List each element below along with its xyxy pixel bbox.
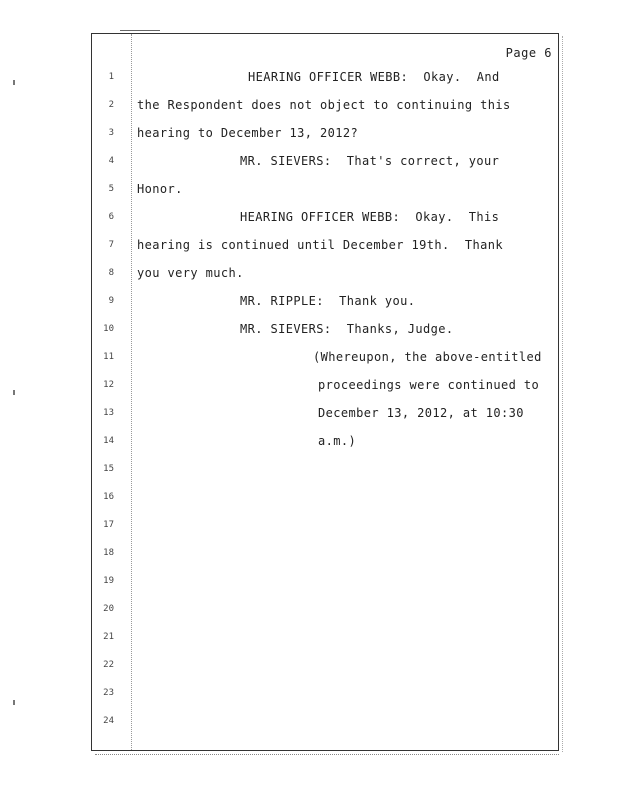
line-number: 16 [103, 492, 114, 502]
line-number: 4 [108, 156, 114, 166]
transcript-page-frame [91, 33, 559, 751]
line-number: 10 [103, 324, 114, 334]
punch-hole-mark [13, 700, 15, 705]
transcript-line: proceedings were continued to [318, 378, 540, 392]
transcript-line: December 13, 2012, at 10:30 [318, 406, 524, 420]
transcript-line: hearing is continued until December 19th. Thank [137, 238, 503, 252]
bottom-scan-artifact [95, 754, 559, 755]
punch-hole-mark [13, 390, 15, 395]
line-number: 3 [108, 128, 114, 138]
line-number: 21 [103, 632, 114, 642]
left-margin-rule [131, 34, 132, 750]
right-margin-rule [562, 36, 563, 752]
line-number: 8 [108, 268, 114, 278]
line-number: 7 [108, 240, 114, 250]
transcript-line: you very much. [137, 266, 244, 280]
transcript-line: the Respondent does not object to continuing this [137, 98, 511, 112]
line-number: 1 [108, 72, 114, 82]
line-number: 17 [103, 520, 114, 530]
transcript-line: HEARING OFFICER WEBB: Okay. This [240, 210, 500, 224]
transcript-line: MR. SIEVERS: Thanks, Judge. [240, 322, 454, 336]
line-number: 23 [103, 688, 114, 698]
line-number: 12 [103, 380, 114, 390]
transcript-line: MR. RIPPLE: Thank you. [240, 294, 416, 308]
frame-top-tick [120, 30, 160, 31]
line-number: 14 [103, 436, 114, 446]
line-number: 19 [103, 576, 114, 586]
line-number: 24 [103, 716, 114, 726]
transcript-line: hearing to December 13, 2012? [137, 126, 359, 140]
transcript-line: Honor. [137, 182, 183, 196]
line-number: 11 [103, 352, 114, 362]
punch-hole-mark [13, 80, 15, 85]
line-number: 15 [103, 464, 114, 474]
transcript-line: MR. SIEVERS: That's correct, your [240, 154, 500, 168]
line-number: 13 [103, 408, 114, 418]
transcript-line: (Whereupon, the above-entitled [313, 350, 542, 364]
line-number: 5 [108, 184, 114, 194]
line-number: 2 [108, 100, 114, 110]
transcript-line: HEARING OFFICER WEBB: Okay. And [248, 70, 500, 84]
line-number: 9 [108, 296, 114, 306]
line-number: 22 [103, 660, 114, 670]
page-number: Page 6 [505, 46, 552, 60]
line-number: 18 [103, 548, 114, 558]
transcript-line: a.m.) [318, 434, 357, 448]
line-number: 20 [103, 604, 114, 614]
line-number: 6 [108, 212, 114, 222]
